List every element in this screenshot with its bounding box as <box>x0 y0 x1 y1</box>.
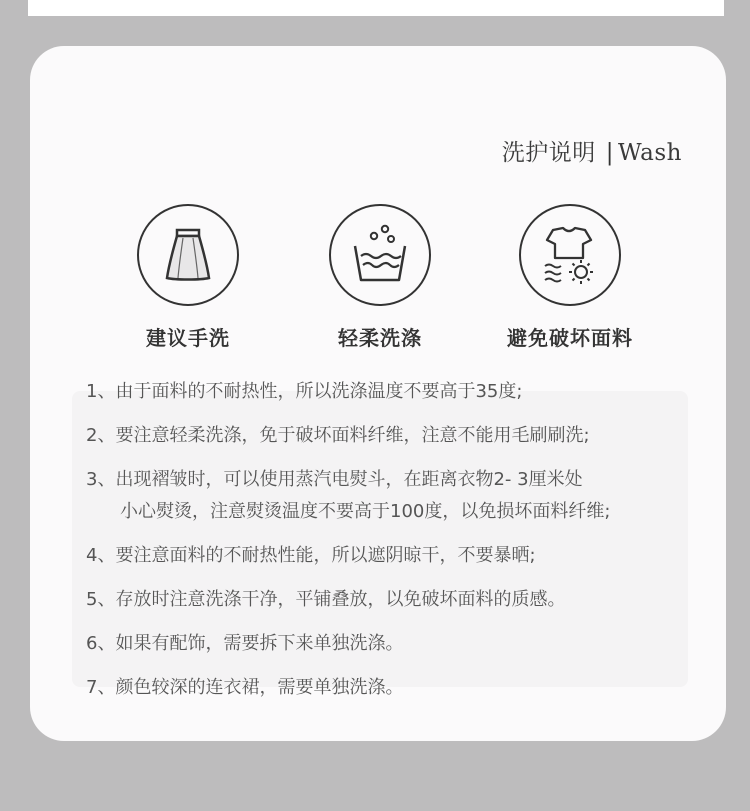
note-text: 4、要注意面料的不耐热性能，所以遮阴晾干，不要暴晒; <box>86 545 536 566</box>
care-notes-list <box>86 376 706 716</box>
care-item-avoid-damage <box>490 204 650 351</box>
care-item-hand-wash <box>108 204 268 351</box>
section-heading <box>502 134 682 167</box>
list-item <box>86 672 706 704</box>
note-text: 3、出现褶皱时，可以使用蒸汽电熨斗，在距离衣物2- 3厘米处 <box>86 469 583 490</box>
note-text-continued: 小心熨烫，注意熨烫温度不要高于100度，以免损坏面料纤维; <box>120 501 611 522</box>
heading-separator: | <box>605 140 615 166</box>
note-text: 7、颜色较深的连衣裙，需要单独洗涤。 <box>86 677 404 698</box>
list-item <box>86 584 706 616</box>
heading-cn: 洗护说明 <box>501 140 596 166</box>
note-text: 2、要注意轻柔洗涤，免于破坏面料纤维，注意不能用毛刷刷洗; <box>86 425 590 446</box>
list-item <box>86 420 706 452</box>
list-item <box>86 628 706 660</box>
skirt-icon <box>137 204 239 306</box>
care-label: 建议手洗 <box>146 326 230 350</box>
note-text: 6、如果有配饰，需要拆下来单独洗涤。 <box>86 633 404 654</box>
list-item <box>86 376 706 408</box>
care-label: 避免破坏面料 <box>507 326 633 350</box>
list-item <box>86 540 706 572</box>
list-item <box>86 464 706 528</box>
care-item-gentle-wash <box>300 204 460 351</box>
care-label: 轻柔洗涤 <box>338 326 422 350</box>
previous-section-edge <box>28 0 724 16</box>
note-text: 1、由于面料的不耐热性，所以洗涤温度不要高于35度; <box>86 381 523 402</box>
wash-instructions-card <box>30 46 726 741</box>
basin-bubbles-icon <box>329 204 431 306</box>
note-text: 5、存放时注意洗涤干净，平铺叠放，以免破坏面料的质感。 <box>86 589 566 610</box>
garment-sun-icon <box>519 204 621 306</box>
heading-en: Wash <box>618 140 682 166</box>
